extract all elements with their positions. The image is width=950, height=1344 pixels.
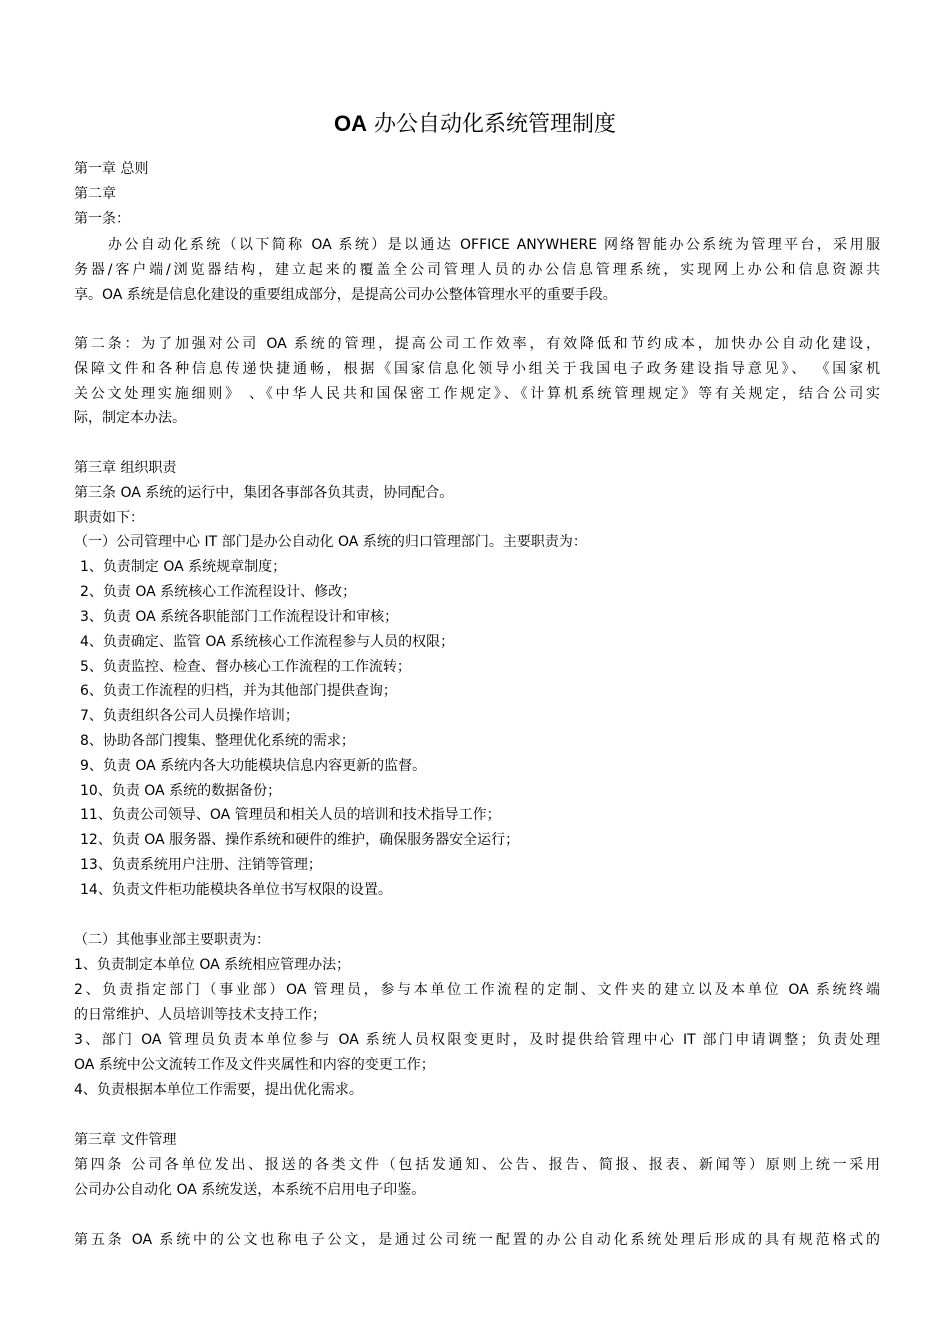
paragraph-line: 职责如下： <box>74 510 144 526</box>
paragraph-line: 保障文件和各种信息传递快捷通畅，根据《国家信息化领导小组关于我国电子政务建设指导意见》、 《国家机 <box>74 361 880 377</box>
list-item: 14、负责文件柜功能模块各单位书写权限的设置。 <box>80 882 392 898</box>
paragraph-line: 享。OA 系统是信息化建设的重要组成部分，是提高公司办公整体管理水平的重要手段。 <box>74 287 617 303</box>
list-item: 3、负责 OA 系统各职能部门工作流程设计和审核； <box>80 609 399 625</box>
paragraph-line: 第三条 OA 系统的运行中，集团各事部各负其责，协同配合。 <box>74 485 454 501</box>
paragraph-line: 公司办公自动化 OA 系统发送，本系统不启用电子印鉴。 <box>74 1182 426 1198</box>
paragraph-line: 第二条：为了加强对公司 OA 系统的管理，提高公司工作效率，有效降低和节约成本，加快办公自动化建设， <box>74 336 880 352</box>
list-item: 6、负责工作流程的归档，并为其他部门提供查询； <box>80 683 397 699</box>
chapter-heading: 第三章 组织职责 <box>74 460 177 476</box>
list-item: 5、负责监控、检查、督办核心工作流程的工作流转； <box>80 659 411 675</box>
list-item: 9、负责 OA 系统内各大功能模块信息内容更新的监督。 <box>80 758 427 774</box>
list-item: 的日常维护、人员培训等技术支持工作； <box>74 1007 326 1023</box>
list-item: 2、负责指定部门（事业部）OA 管理员，参与本单位工作流程的定制、文件夹的建立以及本单位 OA 系统终端 <box>74 982 880 998</box>
list-item: 8、协助各部门搜集、整理优化系统的需求； <box>80 733 355 749</box>
chapter-heading: 第一章 总则 <box>74 161 149 177</box>
paragraph-line: 际，制定本办法。 <box>74 410 186 426</box>
list-item: 4、负责确定、监管 OA 系统核心工作流程参与人员的权限； <box>80 634 455 650</box>
title-text: 办公自动化系统管理制度 <box>367 112 616 137</box>
list-item: 12、负责 OA 服务器、操作系统和硬件的维护，确保服务器安全运行； <box>80 832 520 848</box>
list-item: 3、部门 OA 管理员负责本单位参与 OA 系统人员权限变更时，及时提供给管理中心 IT 部门申请调整；负责处理 <box>74 1032 880 1048</box>
list-item: 10、负责 OA 系统的数据备份； <box>80 783 282 799</box>
list-item: OA 系统中公文流转工作及文件夹属性和内容的变更工作； <box>74 1057 435 1073</box>
paragraph-line: 务器/客户端/浏览器结构，建立起来的覆盖全公司管理人员的办公信息管理系统，实现网上办公和信息资源共 <box>74 262 880 278</box>
section-heading: （一）公司管理中心 IT 部门是办公自动化 OA 系统的归口管理部门。主要职责为： <box>74 534 587 550</box>
list-item: 4、负责根据本单位工作需要，提出优化需求。 <box>74 1082 363 1098</box>
paragraph-line: 第五条 OA 系统中的公文也称电子公文，是通过公司统一配置的办公自动化系统处理后形成的具有规范格式的 <box>74 1232 880 1248</box>
document-title <box>0 108 950 141</box>
list-item: 7、负责组织各公司人员操作培训； <box>80 708 299 724</box>
section-heading: （二）其他事业部主要职责为： <box>74 932 270 948</box>
paragraph-line: 第四条 公司各单位发出、报送的各类文件（包括发通知、公告、报告、简报、报表、新闻等）原则上统一采用 <box>74 1157 880 1173</box>
chapter-heading: 第三章 文件管理 <box>74 1132 177 1148</box>
list-item: 11、负责公司领导、OA 管理员和相关人员的培训和技术指导工作； <box>80 807 501 823</box>
list-item: 1、负责制定 OA 系统规章制度； <box>80 559 287 575</box>
title-prefix: OA <box>334 111 367 136</box>
article-heading: 第一条： <box>74 211 130 227</box>
list-item: 2、负责 OA 系统核心工作流程设计、修改； <box>80 584 357 600</box>
list-item: 1、负责制定本单位 OA 系统相应管理办法； <box>74 957 351 973</box>
paragraph-line: 办公自动化系统（以下简称 OA 系统）是以通达 OFFICE ANYWHERE 网络智能办公系统为管理平台，采用服 <box>108 237 880 253</box>
paragraph-line: 关公文处理实施细则》 、《中华人民共和国保密工作规定》、《计算机系统管理规定》等有关规定，结合公司实 <box>74 386 880 402</box>
chapter-heading: 第二章 <box>74 186 116 202</box>
list-item: 13、负责系统用户注册、注销等管理； <box>80 857 322 873</box>
